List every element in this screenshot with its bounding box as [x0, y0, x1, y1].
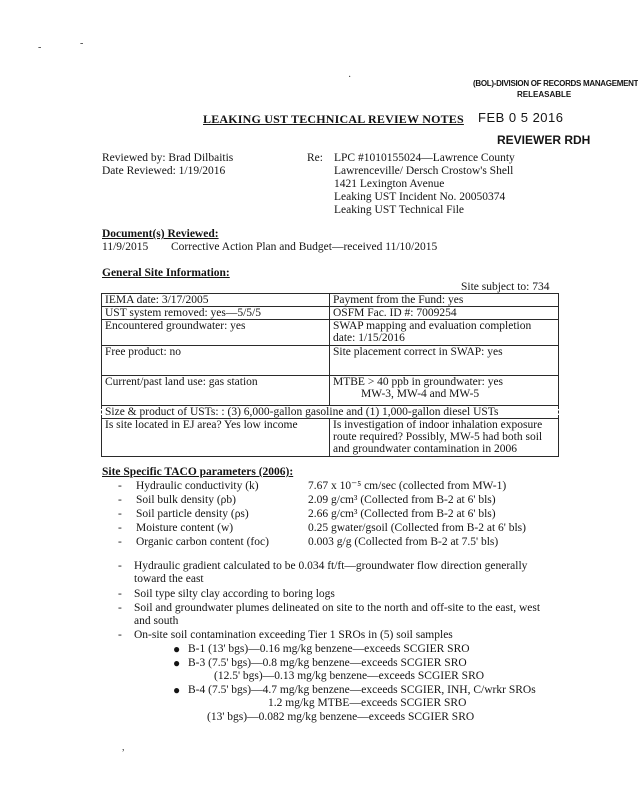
- records-stamp: (BOL)-DIVISION OF RECORDS MANAGEMENT: [473, 79, 638, 88]
- mtbe-text: MTBE > 40 ppb in groundwater: yes: [333, 376, 504, 388]
- param-value: 7.67 x 10⁻⁵ cm/sec (collected from MW-1): [308, 480, 507, 492]
- bullet-dot: ●: [173, 683, 181, 697]
- param-value: 0.25 gwater/gsoil (Collected from B-2 at 6' bls): [308, 522, 526, 534]
- sample-item: B-1 (13' bgs)—0.16 mg/kg benzene—exceeds SCGIER SRO: [188, 643, 470, 655]
- table-row: [102, 307, 559, 320]
- reviewed-by: Reviewed by: Brad Dilbaitis: [102, 152, 234, 164]
- taco-heading: Site Specific TACO parameters (2006):: [102, 466, 294, 478]
- param-value: 2.66 g/cm³ (Collected from B-2 at 6' bls): [308, 508, 496, 520]
- sample-item: B-4 (7.5' bgs)—4.7 mg/kg benzene—exceeds SCGIER, INH, C/wrkr SROs: [188, 684, 536, 696]
- table-cell: IEMA date: 3/17/2005: [102, 294, 330, 307]
- taco-param: - Organic carbon content (foc) 0.003 g/g (Collected from B-2 at 7.5' bls): [118, 536, 499, 548]
- site-subject: Site subject to: 734: [461, 281, 550, 293]
- param-label: Hydraulic conductivity (k): [136, 480, 259, 492]
- reviewer-stamp: REVIEWER RDH: [497, 133, 591, 147]
- re-label: Re:: [307, 152, 323, 164]
- taco-param: - Soil particle density (ρs) 2.66 g/cm³ (Collected from B-2 at 6' bls): [118, 508, 496, 520]
- scan-mark: ·: [348, 72, 352, 83]
- table-cell: Is site located in EJ area? Yes low income: [102, 419, 330, 457]
- param-label: Soil bulk density (ρb): [136, 494, 236, 506]
- re-line: Leaking UST Incident No. 20050374: [334, 191, 506, 203]
- re-line: Lawrenceville/ Dersch Crostow's Shell: [334, 165, 514, 177]
- re-line: 1421 Lexington Avenue: [334, 178, 445, 190]
- bullet-dot: ●: [173, 642, 181, 656]
- general-heading: General Site Information:: [102, 267, 230, 279]
- re-block: [334, 152, 515, 217]
- table-cell: Encountered groundwater: yes: [102, 320, 330, 346]
- table-row: [102, 346, 559, 376]
- table-cell: Free product: no: [102, 346, 330, 376]
- param-value: 0.003 g/g (Collected from B-2 at 7.5' bls): [308, 536, 499, 548]
- table-row: [102, 419, 559, 457]
- document-text: Corrective Action Plan and Budget—received 11/10/2015: [171, 241, 438, 253]
- sample-item: B-3 (7.5' bgs)—0.8 mg/kg benzene—exceeds SCGIER SRO: [188, 657, 467, 669]
- date-stamp: FEB 0 5 2016: [478, 110, 564, 125]
- bullet-dot: ●: [173, 656, 181, 670]
- taco-param: - Soil bulk density (ρb) 2.09 g/cm³ (Collected from B-2 at 6' bls): [118, 494, 496, 506]
- param-label: Soil particle density (ρs): [136, 508, 249, 520]
- sample-item: (12.5' bgs)—0.13 mg/kg benzene—exceeds SCGIER SRO: [214, 670, 485, 682]
- list-item: On-site soil contamination exceeding Tier 1 SROs in (5) soil samples: [134, 629, 453, 641]
- table-cell: Current/past land use: gas station: [102, 376, 330, 406]
- table-cell: SWAP mapping and evaluation completion date: 1/15/2016: [330, 320, 559, 346]
- document-entry: [102, 241, 437, 255]
- document-date: 11/9/2015: [102, 241, 149, 253]
- re-line: LPC #1010155024—Lawrence County: [334, 152, 515, 164]
- scan-mark: -: [80, 38, 84, 49]
- sample-item: 1.2 mg/kg MTBE—exceeds SCGIER SRO: [268, 697, 467, 709]
- table-row: [102, 320, 559, 346]
- table-row: [102, 406, 559, 419]
- date-reviewed: Date Reviewed: 1/19/2016: [102, 165, 226, 177]
- scan-mark: ,: [122, 742, 125, 753]
- sample-item: (13' bgs)—0.082 mg/kg benzene—exceeds SCGIER SRO: [207, 711, 475, 723]
- param-label: Organic carbon content (foc): [136, 536, 269, 548]
- param-value: 2.09 g/cm³ (Collected from B-2 at 6' bls): [308, 494, 496, 506]
- table-row: [102, 294, 559, 307]
- scan-mark: -: [38, 42, 42, 53]
- releasable-stamp: RELEASABLE: [517, 90, 572, 99]
- table-cell: Size & product of USTs: : (3) 6,000-gallon gasoline and (1) 1,000-gallon diesel USTs: [102, 406, 559, 419]
- review-info: [102, 152, 233, 178]
- table-cell: [330, 376, 559, 406]
- param-label: Moisture content (w): [136, 522, 234, 534]
- table-cell: Is investigation of indoor inhalation exposure route required? Possibly, MW-5 had both soil and groundwater contamination in 2006: [330, 419, 559, 457]
- list-item: Hydraulic gradient calculated to be 0.034 ft/ft—groundwater flow direction generally toward the east: [134, 560, 528, 585]
- page-title: LEAKING UST TECHNICAL REVIEW NOTES: [203, 112, 464, 126]
- mtbe-wells: MW-3, MW-4 and MW-5: [361, 388, 480, 400]
- taco-param: - Moisture content (w) 0.25 gwater/gsoil (Collected from B-2 at 6' bls): [118, 522, 526, 534]
- list-item: Soil type silty clay according to boring logs: [134, 588, 335, 600]
- table-cell: Site placement correct in SWAP: yes: [330, 346, 559, 376]
- table-cell: OSFM Fac. ID #: 7009254: [330, 307, 559, 320]
- site-info-table: [101, 293, 559, 457]
- list-item: Soil and groundwater plumes delineated on site to the north and off-site to the east, west and south: [134, 602, 541, 627]
- table-cell: UST system removed: yes—5/5/5: [102, 307, 330, 320]
- documents-heading: Document(s) Reviewed:: [102, 228, 219, 240]
- taco-param: - Hydraulic conductivity (k) 7.67 x 10⁻⁵ cm/sec (collected from MW-1): [118, 480, 507, 492]
- re-line: Leaking UST Technical File: [334, 204, 465, 216]
- table-cell: Payment from the Fund: yes: [330, 294, 559, 307]
- table-row: [102, 376, 559, 406]
